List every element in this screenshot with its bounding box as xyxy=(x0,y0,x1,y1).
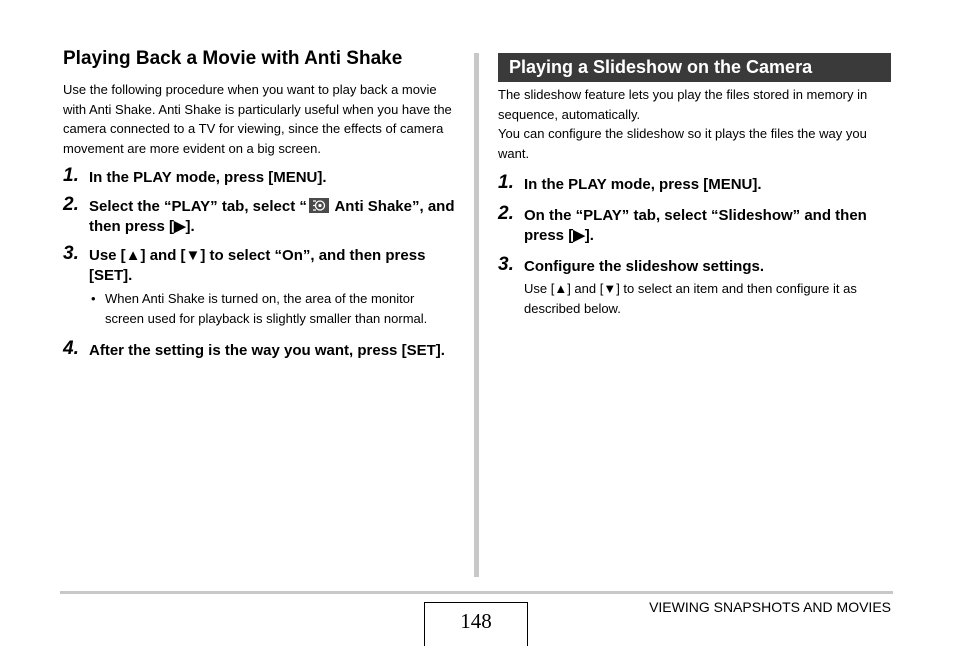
step-2 xyxy=(498,202,891,247)
step-number: 2. xyxy=(498,202,514,224)
step-text-part: Anti Shake”, and then press [▶]. xyxy=(89,197,455,235)
step-text xyxy=(89,197,455,238)
footer-rule xyxy=(60,591,893,594)
intro-paragraph-1: The slideshow feature lets you play the files stored in memory in sequence, automatically. xyxy=(498,87,868,122)
chapter-title: VIEWING SNAPSHOTS AND MOVIES xyxy=(649,599,891,615)
bullet-icon: • xyxy=(91,290,96,306)
step-number: 3. xyxy=(498,253,514,275)
step-3 xyxy=(498,253,891,319)
step-1 xyxy=(63,165,455,189)
section-banner: Playing a Slideshow on the Camera xyxy=(498,53,891,82)
step-text: In the PLAY mode, press [MENU]. xyxy=(89,169,327,186)
right-column xyxy=(498,53,891,318)
step-2 xyxy=(63,193,455,238)
intro-paragraph-2: You can configure the slideshow so it plays the files the way you want. xyxy=(498,126,867,161)
step-number: 3. xyxy=(63,242,79,264)
step-number: 1. xyxy=(63,165,79,186)
anti-shake-icon xyxy=(309,198,329,213)
intro-paragraph: Use the following procedure when you want to play back a movie with Anti Shake. Anti Shake is particularly useful when you have the camera connected to a TV for viewing, since the effects of camera movement are more evident on a big screen. xyxy=(63,82,452,156)
page-number: 148 xyxy=(460,609,492,633)
page-number-box xyxy=(424,602,528,646)
note-text: When Anti Shake is turned on, the area of the monitor screen used for playback is slightly smaller than normal. xyxy=(105,290,428,326)
step-text: Configure the slideshow settings. xyxy=(524,257,765,275)
step-number: 2. xyxy=(63,193,79,215)
note-bullet xyxy=(89,289,455,329)
section-title: Playing Back a Movie with Anti Shake xyxy=(63,48,403,69)
step-3 xyxy=(63,242,455,329)
step-1 xyxy=(498,172,891,196)
column-divider xyxy=(474,53,479,577)
left-column xyxy=(63,48,455,361)
step-subtext: Use [▲] and [▼] to select an item and then configure it as described below. xyxy=(524,281,857,316)
step-text-part: Select the “PLAY” tab, select “ xyxy=(89,197,307,215)
step-4 xyxy=(63,337,455,362)
step-text: On the “PLAY” tab, select “Slideshow” and then press [▶]. xyxy=(524,206,867,244)
step-text: After the setting is the way you want, press [SET]. xyxy=(89,341,445,359)
step-text: Use [▲] and [▼] to select “On”, and then press [SET]. xyxy=(89,246,426,284)
step-text: In the PLAY mode, press [MENU]. xyxy=(524,176,762,193)
step-number: 1. xyxy=(498,172,514,193)
step-number: 4. xyxy=(63,337,79,359)
